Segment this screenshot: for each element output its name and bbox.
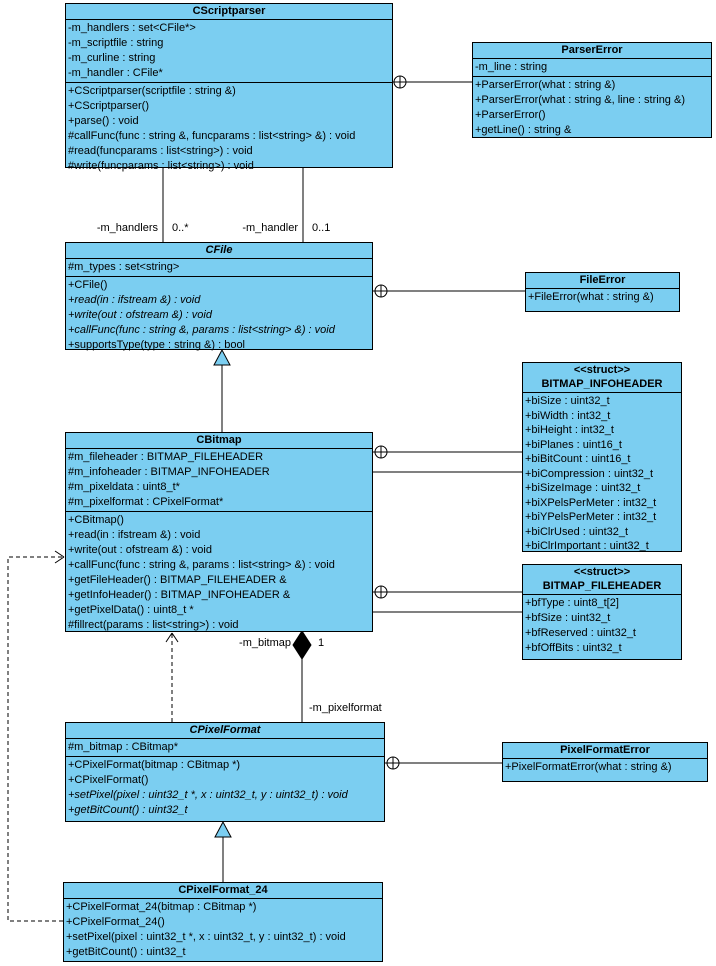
containment-pixelformaterror-link[interactable]: [385, 757, 502, 769]
composition-diamond-icon: [293, 631, 311, 659]
method-row: +CBitmap(): [68, 514, 124, 526]
method-row: +getLine() : string &: [475, 124, 572, 136]
role-label-m-pixelformat: -m_pixelformat: [309, 702, 382, 714]
attributes-compartment: [523, 393, 681, 555]
methods-compartment: [66, 512, 372, 634]
class-name-label: BITMAP_FILEHEADER: [542, 580, 662, 592]
attribute-row: +biCompression : uint32_t: [525, 467, 654, 480]
generalization-arrow-icon: [215, 822, 231, 837]
method-row: +setPixel(pixel : uint32_t *, x : uint32_t, y : uint32_t) : void: [66, 931, 346, 943]
stereotype-label: <<struct>>: [573, 364, 631, 376]
attribute-row: +biXPelsPerMeter : int32_t: [525, 496, 657, 509]
class-cpixelformat[interactable]: [65, 722, 385, 822]
attribute-row: -m_curline : string: [68, 52, 156, 64]
dependency-cpixelformat24-cbitmap[interactable]: [8, 551, 64, 921]
class-parsererror[interactable]: [472, 42, 712, 138]
attribute-row: +bfSize : uint32_t: [525, 612, 611, 624]
attributes-compartment: [66, 739, 384, 757]
class-cfile[interactable]: [65, 242, 373, 350]
attributes-compartment: [66, 449, 372, 512]
method-row: +CPixelFormat(): [68, 774, 149, 786]
attribute-row: +bfType : uint8_t[2]: [525, 597, 619, 609]
class-cscriptparser[interactable]: [65, 3, 393, 172]
attribute-row: +biClrImportant : uint32_t: [525, 540, 649, 552]
generalization-cpixelformat24-cpixelformat[interactable]: [215, 822, 231, 882]
multiplicity-label: 0..*: [172, 222, 189, 234]
attribute-row: -m_handler : CFile*: [68, 67, 163, 79]
containment-fileheader-link[interactable]: [373, 586, 522, 598]
class-title: CBitmap: [66, 433, 372, 449]
attribute-row: +biWidth : int32_t: [525, 409, 611, 422]
containment-anchor-icon: [394, 76, 406, 88]
class-name-label: BITMAP_INFOHEADER: [541, 378, 663, 390]
methods-compartment: [64, 899, 382, 961]
method-row: +ParserError(what : string &): [475, 79, 616, 91]
attribute-row: -m_handlers : set<CFile*>: [68, 22, 196, 34]
multiplicity-label: 0..1: [312, 222, 331, 234]
method-row: +callFunc(func : string &, params : list<string> &) : void: [68, 559, 335, 571]
methods-compartment: [66, 277, 372, 354]
method-row: +getInfoHeader() : BITMAP_INFOHEADER &: [68, 589, 291, 601]
method-row: +read(in : ifstream &) : void: [68, 529, 201, 541]
class-bitmap-fileheader[interactable]: [522, 564, 682, 660]
methods-compartment: [473, 77, 711, 139]
attributes-compartment: [473, 59, 711, 77]
method-row: +setPixel(pixel : uint32_t *, x : uint32_t, y : uint32_t) : void: [68, 789, 348, 801]
method-row: +ParserError(): [475, 109, 546, 121]
method-row: #fillrect(params : list<string>) : void: [68, 619, 239, 631]
multiplicity-label: 1: [318, 637, 325, 649]
method-row: +PixelFormatError(what : string &): [505, 761, 672, 773]
class-title: [523, 363, 681, 393]
attribute-row: +biSizeImage : uint32_t: [525, 482, 641, 494]
method-row: +supportsType(type : string &) : bool: [68, 339, 246, 351]
attribute-row: #m_bitmap : CBitmap*: [68, 741, 179, 753]
method-row: +FileError(what : string &): [528, 291, 654, 303]
role-label-m-handlers: -m_handlers: [96, 222, 158, 234]
method-row: #read(funcparams : list<string>) : void: [68, 145, 253, 157]
attribute-row: +bfOffBits : uint32_t: [525, 642, 622, 654]
containment-anchor-icon: [375, 285, 387, 297]
methods-compartment: [66, 83, 392, 175]
attribute-row: +biPlanes : uint16_t: [525, 438, 622, 451]
containment-anchor-icon: [387, 757, 399, 769]
method-row: +read(in : ifstream &) : void: [68, 294, 201, 306]
attribute-row: +biHeight : int32_t: [525, 424, 614, 436]
methods-compartment: [526, 289, 679, 311]
methods-compartment: [66, 757, 384, 821]
attribute-row: #m_pixelformat : CPixelFormat*: [68, 496, 224, 508]
containment-infoheader-link[interactable]: [373, 446, 522, 458]
method-row: +CPixelFormat_24(): [66, 916, 165, 928]
containment-anchor-icon: [375, 446, 387, 458]
class-title: FileError: [526, 273, 679, 289]
attribute-row: #m_types : set<string>: [68, 261, 180, 273]
method-row: +getFileHeader() : BITMAP_FILEHEADER &: [68, 574, 287, 586]
attribute-row: +biClrUsed : uint32_t: [525, 525, 629, 538]
attribute-row: +biSize : uint32_t: [525, 395, 610, 407]
attributes-compartment: [66, 259, 372, 277]
class-title: PixelFormatError: [503, 743, 707, 759]
method-row: +parse() : void: [68, 115, 139, 127]
method-row: +write(out : ofstream &) : void: [68, 544, 212, 556]
attribute-row: -m_line : string: [475, 61, 548, 73]
attribute-row: +bfReserved : uint32_t: [525, 627, 636, 639]
class-title: CScriptparser: [66, 4, 392, 20]
class-title: CFile: [66, 243, 372, 259]
containment-parsererror-link[interactable]: [393, 76, 472, 88]
attribute-row: -m_scriptfile : string: [68, 37, 164, 49]
methods-compartment: [503, 759, 707, 781]
attributes-compartment: [66, 20, 392, 83]
method-row: #write(funcparams : list<string>) : void: [68, 160, 254, 172]
method-row: +getBitCount() : uint32_t: [68, 804, 188, 816]
class-pixelformaterror[interactable]: [502, 742, 708, 782]
class-fileerror[interactable]: [525, 272, 680, 312]
attribute-row: #m_pixeldata : uint8_t*: [68, 481, 180, 493]
attribute-row: #m_fileheader : BITMAP_FILEHEADER: [68, 451, 264, 463]
attribute-row: +biYPelsPerMeter : int32_t: [525, 511, 657, 523]
generalization-cbitmap-cfile[interactable]: [214, 350, 230, 432]
method-row: +CPixelFormat_24(bitmap : CBitmap *): [66, 901, 257, 913]
dependency-cpixelformat-cbitmap[interactable]: [166, 633, 178, 722]
class-title: CPixelFormat: [66, 723, 384, 739]
method-row: +write(out : ofstream &) : void: [68, 309, 212, 321]
containment-anchor-icon: [375, 586, 387, 598]
attributes-compartment: [523, 595, 681, 659]
class-title: CPixelFormat_24: [64, 883, 382, 899]
role-label-m-bitmap: -m_bitmap: [239, 637, 291, 649]
class-cbitmap[interactable]: [65, 432, 373, 632]
class-cpixelformat24[interactable]: [63, 882, 383, 962]
attribute-row: +biBitCount : uint16_t: [525, 453, 631, 465]
method-row: +getPixelData() : uint8_t *: [68, 604, 194, 616]
class-title: [523, 565, 681, 595]
method-row: +CPixelFormat(bitmap : CBitmap *): [68, 759, 241, 771]
class-title: ParserError: [473, 43, 711, 59]
method-row: +ParserError(what : string &, line : string &): [475, 94, 685, 106]
method-row: +CScriptparser(): [68, 100, 149, 112]
class-bitmap-infoheader[interactable]: [522, 362, 682, 552]
containment-fileerror-link[interactable]: [373, 285, 525, 297]
method-row: #callFunc(func : string &, funcparams : list<string> &) : void: [68, 130, 356, 142]
method-row: +callFunc(func : string &, params : list<string> &) : void: [68, 324, 335, 336]
method-row: +getBitCount() : uint32_t: [66, 946, 186, 958]
stereotype-label: <<struct>>: [573, 566, 631, 578]
method-row: +CScriptparser(scriptfile : string &): [68, 85, 236, 97]
attribute-row: #m_infoheader : BITMAP_INFOHEADER: [68, 466, 270, 478]
method-row: +CFile(): [68, 279, 108, 291]
role-label-m-handler: -m_handler: [242, 222, 298, 234]
